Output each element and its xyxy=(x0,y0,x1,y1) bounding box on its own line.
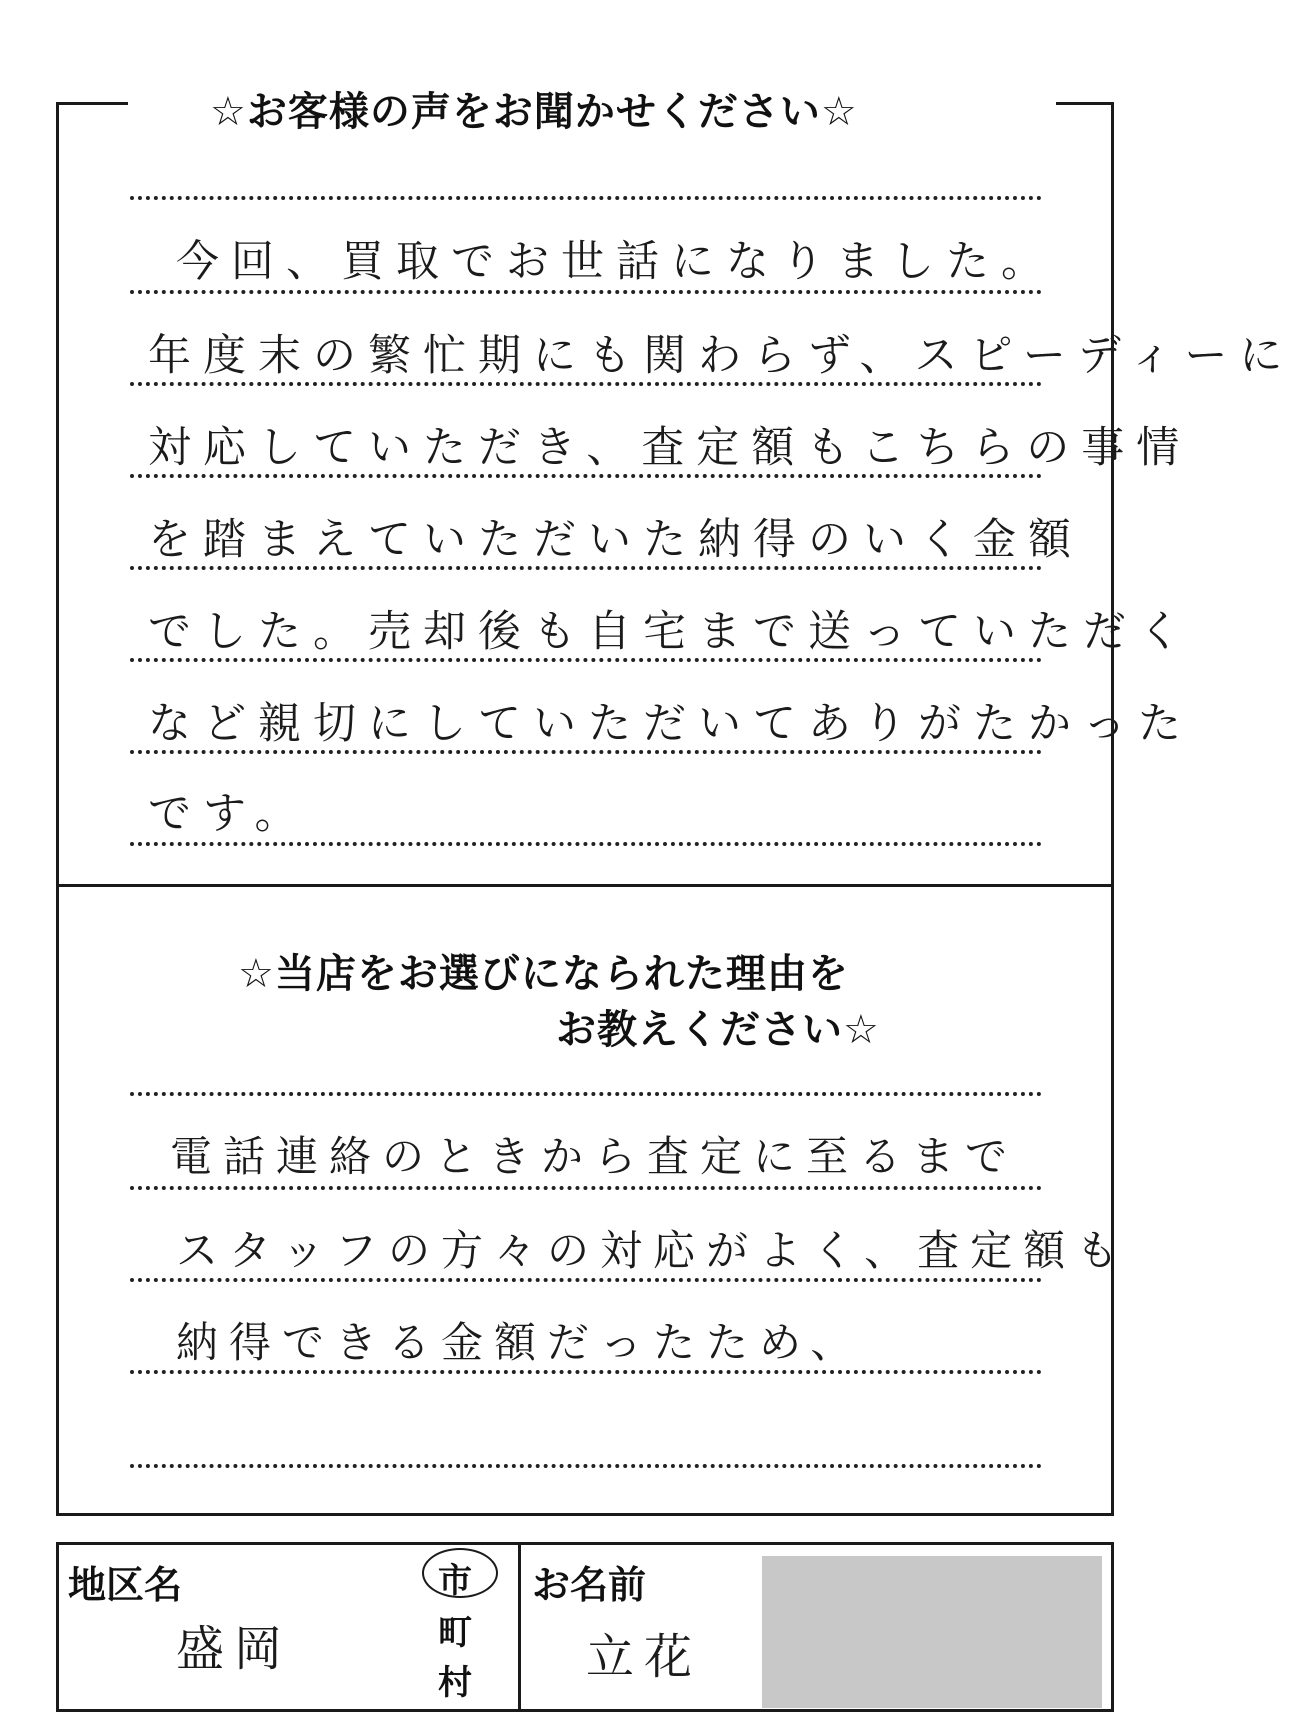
frame-top-left-segment xyxy=(56,102,128,105)
unit-village: 村 xyxy=(438,1663,472,1703)
writing-line xyxy=(130,1186,1042,1190)
voice-handwritten-line: 今回、買取でお世話になりました。 xyxy=(176,237,1056,287)
voice-handwritten-line: です。 xyxy=(148,789,310,839)
voice-handwritten-line: でした。売却後も自宅まで送っていただく xyxy=(148,607,1193,657)
writing-line xyxy=(130,1370,1042,1374)
voice-handwritten-line: を踏まえていただいた納得のいく金額 xyxy=(148,515,1083,565)
frame-top-right-segment xyxy=(1056,102,1114,105)
writing-line xyxy=(130,196,1042,200)
reason-handwritten-line: 納得できる金額だったため、 xyxy=(176,1318,864,1367)
reason-section-title-line2: お教えください☆ xyxy=(556,1007,880,1053)
reason-handwritten-line: スタッフの方々の対応がよく、査定額も xyxy=(176,1226,1130,1275)
redacted-name-block xyxy=(762,1556,1102,1708)
reason-handwritten-line: 電話連絡のときから査定に至るまで xyxy=(170,1132,1019,1181)
area-value: 盛岡 xyxy=(176,1621,293,1677)
writing-line xyxy=(130,842,1042,846)
reason-section-title-line1: ☆当店をお選びになられた理由を xyxy=(238,951,849,997)
voice-handwritten-line: 年度末の繁忙期にも関わらず、スピーディーに xyxy=(148,331,1294,381)
area-label: 地区名 xyxy=(68,1563,183,1607)
writing-line xyxy=(130,1278,1042,1282)
writing-line xyxy=(130,1092,1042,1096)
section-divider xyxy=(56,884,1114,887)
unit-city: 市 xyxy=(438,1561,472,1601)
name-label: お名前 xyxy=(532,1563,647,1607)
writing-line xyxy=(130,1464,1042,1468)
name-value: 立花 xyxy=(586,1629,703,1685)
voice-handwritten-line: など親切にしていただいてありがたかった xyxy=(148,699,1193,749)
writing-line xyxy=(130,290,1042,294)
unit-town: 町 xyxy=(438,1613,472,1653)
voice-handwritten-line: 対応していただき、査定額もこちらの事情 xyxy=(148,423,1192,473)
info-box-divider xyxy=(518,1542,521,1712)
voice-section-title: ☆お客様の声をお聞かせください☆ xyxy=(210,89,858,135)
